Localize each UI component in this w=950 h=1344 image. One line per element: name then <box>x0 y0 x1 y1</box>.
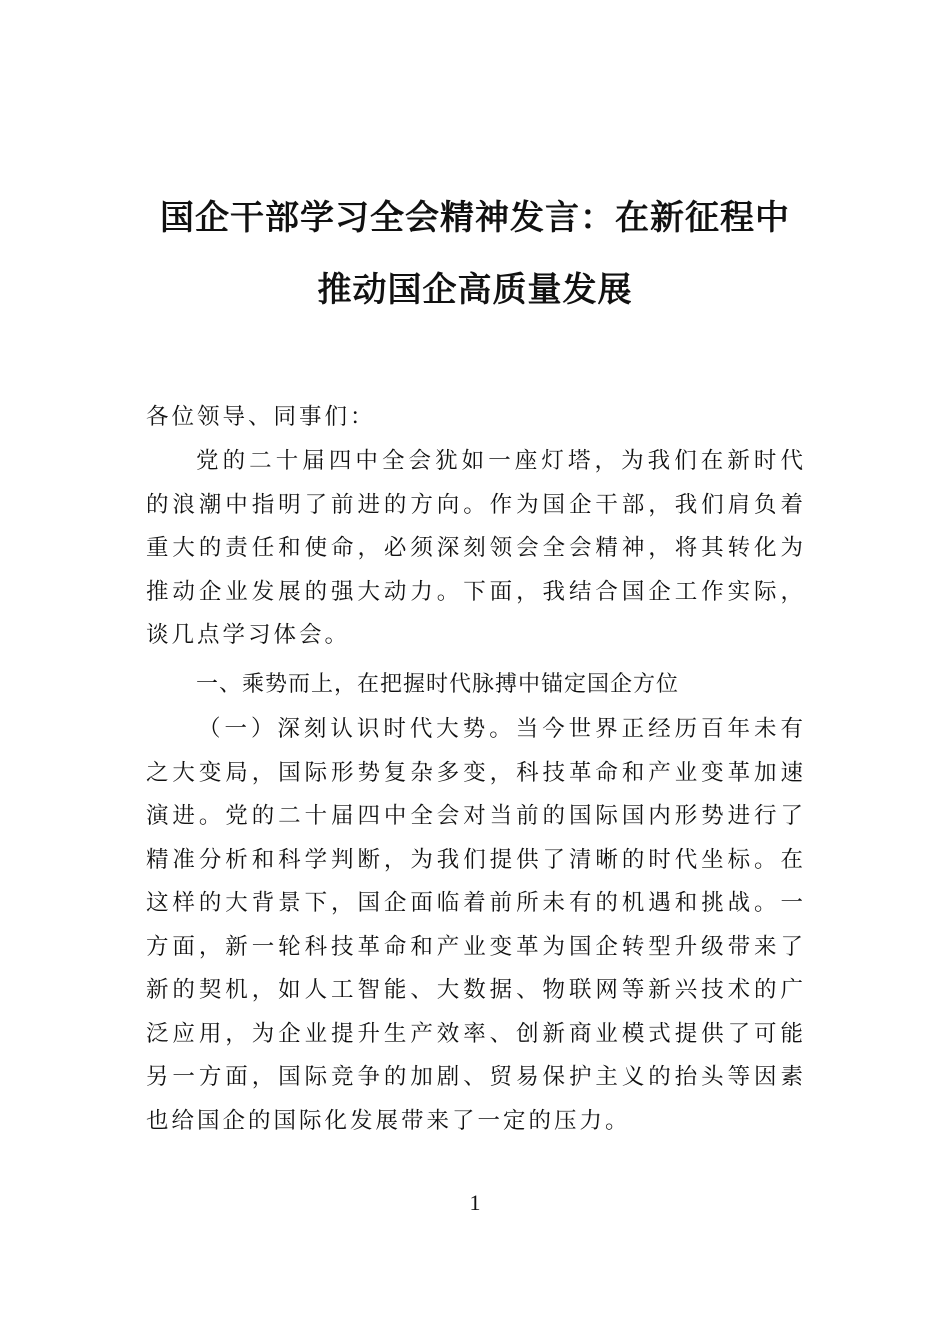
document-title-line-2: 推动国企高质量发展 <box>317 270 633 310</box>
section-heading-1: 一、乘势而上，在把握时代脉搏中锚定国企方位 <box>196 672 680 697</box>
document-title-line-1: 国企干部学习全会精神发言：在新征程中 <box>160 198 790 238</box>
page-number: 1 <box>469 1190 481 1215</box>
salutation: 各位领导、同事们： <box>146 404 376 430</box>
section-1-paragraph-1: （一）深刻认识时代大势。当今世界正经历百年未有之大变局，国际形势复杂多变，科技革命和产业变革加速演进。党的二十届四中全会对当前的国际国内形势进行了精准分析和科学判断，为我们提供了清晰的时代坐标。在这样的大背景下，国企面临着前所未有的机遇和挑战。一方面，新一轮科技革命和产业变革为国企转型升级带来了新的契机，如人工智能、大数据、物联网等新兴技术的广泛应用，为企业提升生产效率、创新商业模式提供了可能另一方面，国际竞争的加剧、贸易保护主义的抬头等因素也给国企的国际化发展带来了一定的压力。 <box>146 716 806 1134</box>
intro-paragraph: 党的二十届四中全会犹如一座灯塔，为我们在新时代的浪潮中指明了前进的方向。作为国企干部，我们肩负着重大的责任和使命，必须深刻领会全会精神，将其转化为推动企业发展的强大动力。下面，我结合国企工作实际，谈几点学习体会。 <box>146 448 806 648</box>
